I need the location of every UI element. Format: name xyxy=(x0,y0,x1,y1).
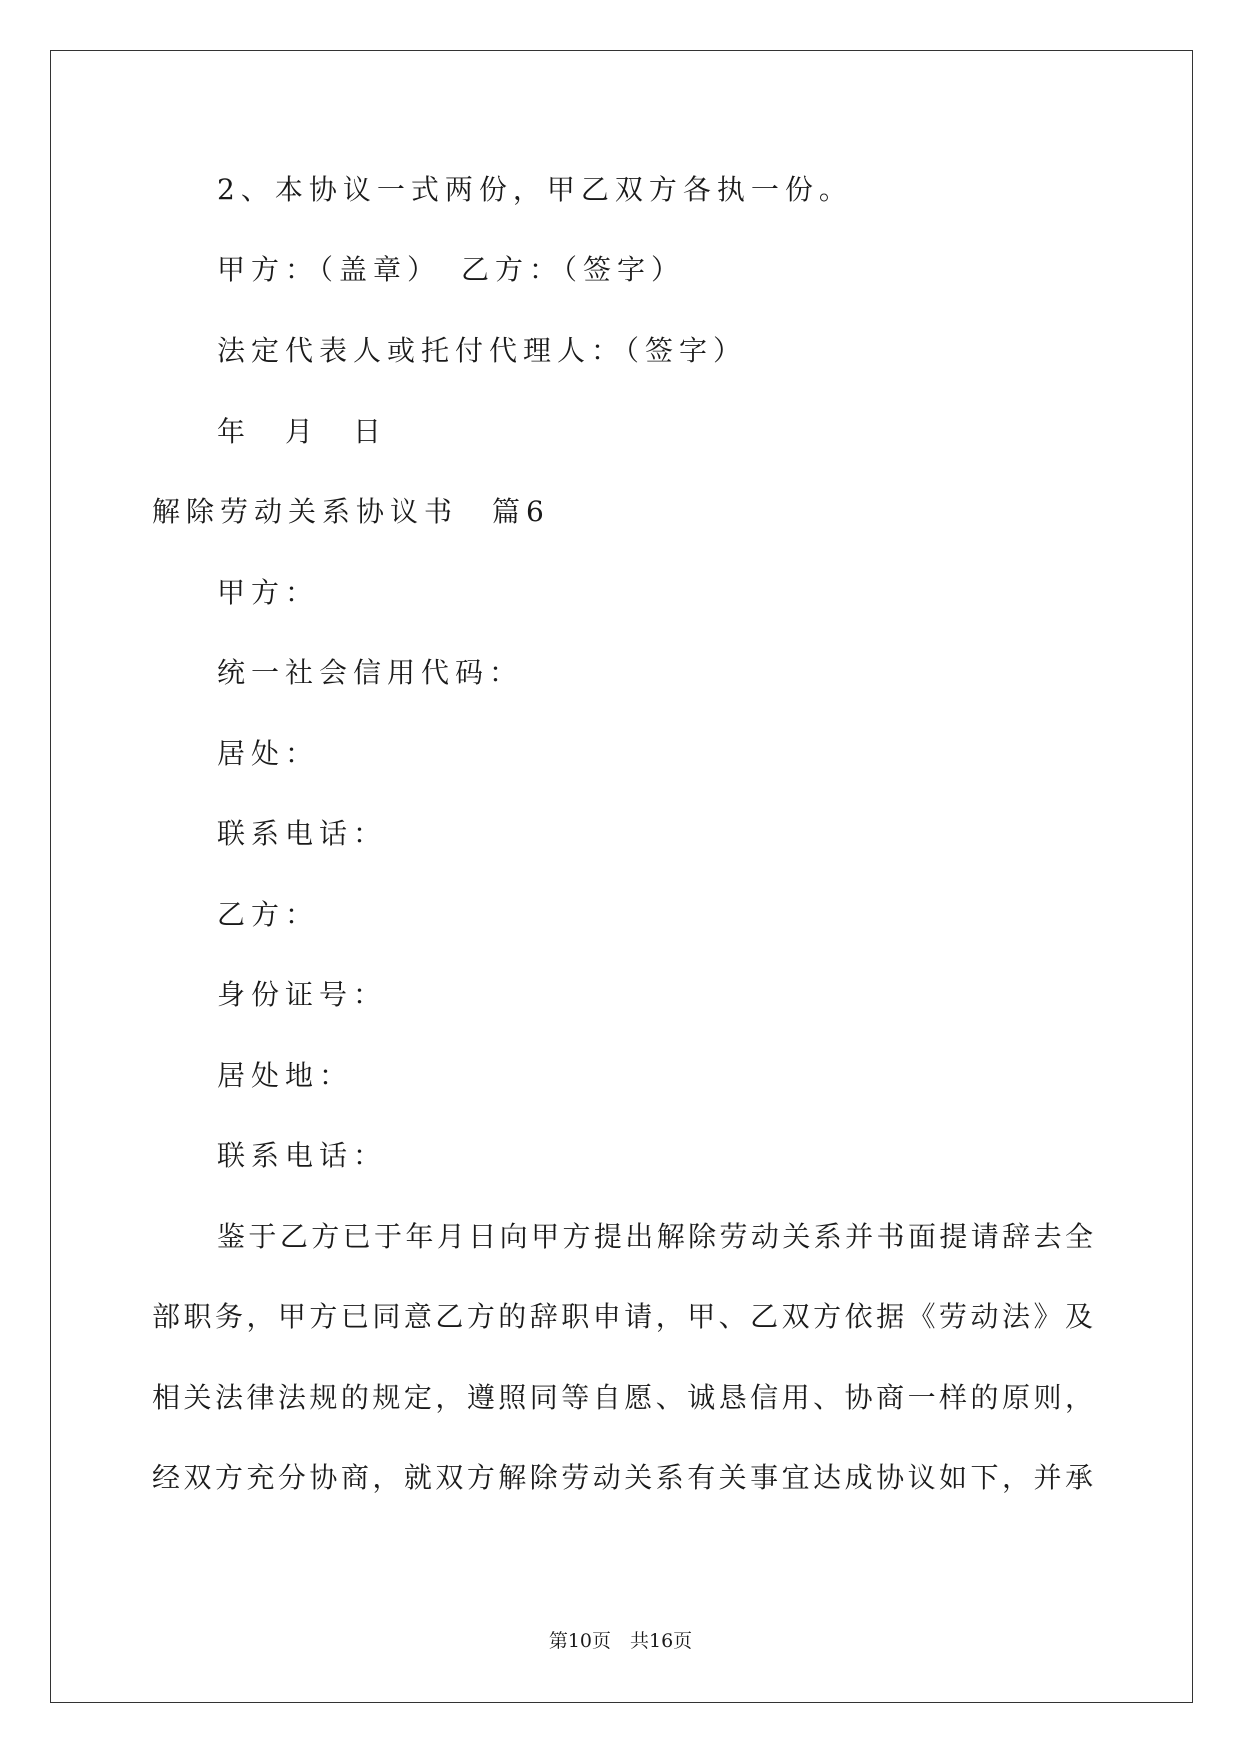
body-paragraph-line: 部职务，甲方已同意乙方的辞职申请，甲、乙双方依据《劳动法》及 xyxy=(152,1300,1093,1333)
field-phone-a: 联系电话： xyxy=(217,817,388,850)
field-credit-code: 统一社会信用代码： xyxy=(217,656,524,689)
field-party-b: 乙方： xyxy=(217,898,320,931)
field-id-number: 身份证号： xyxy=(217,978,388,1011)
section-heading: 解除劳动关系协议书 篇6 xyxy=(152,495,550,528)
signature-line-parties: 甲方：（盖章） 乙方：（签字） xyxy=(217,253,686,286)
field-party-a: 甲方： xyxy=(217,576,320,609)
body-paragraph-line: 相关法律法规的规定，遵照同等自愿、诚恳信用、协商一样的原则， xyxy=(152,1381,1093,1414)
field-address-b: 居处地： xyxy=(217,1059,354,1092)
date-line: 年 月 日 xyxy=(217,415,388,448)
agreement-copies-clause: 2、本协议一式两份，甲乙双方各执一份。 xyxy=(217,173,853,206)
field-phone-b: 联系电话： xyxy=(217,1139,388,1172)
signature-line-representative: 法定代表人或托付代理人：（签字） xyxy=(217,334,748,367)
body-paragraph-line: 鉴于乙方已于年月日向甲方提出解除劳动关系并书面提请辞去全 xyxy=(217,1220,1093,1253)
field-address-a: 居处： xyxy=(217,737,320,770)
body-paragraph-line: 经双方充分协商，就双方解除劳动关系有关事宜达成协议如下，并承 xyxy=(152,1461,1093,1494)
page-frame xyxy=(50,50,1193,1703)
page-number-footer: 第10页 共16页 xyxy=(548,1630,693,1652)
